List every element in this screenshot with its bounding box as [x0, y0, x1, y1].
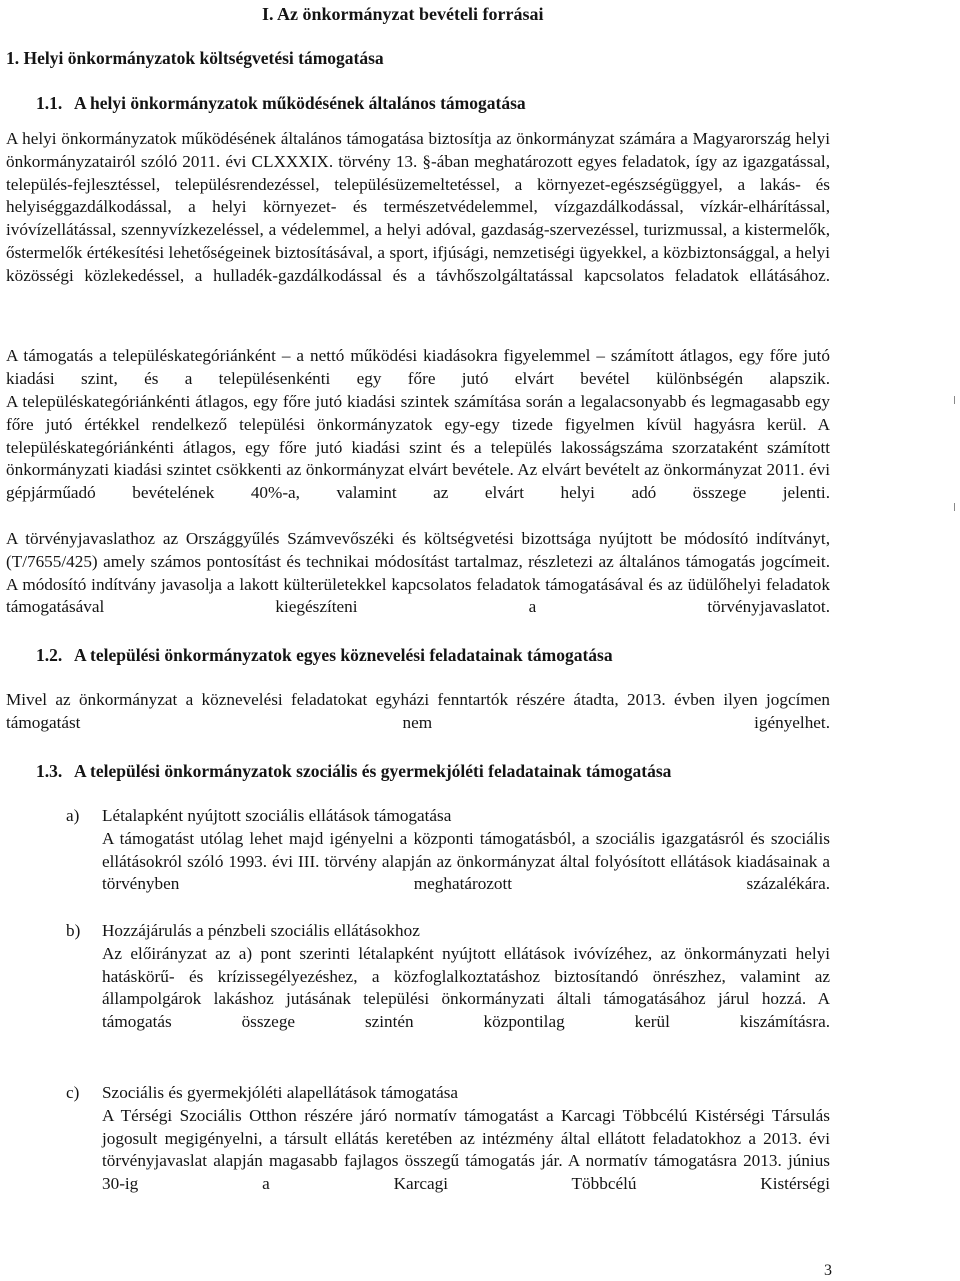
list-item-title: Létalapként nyújtott szociális ellátások támogatása	[102, 806, 452, 825]
scan-mark	[954, 503, 955, 511]
list-item-title: Szociális és gyermekjóléti alapellátások támogatása	[102, 1083, 459, 1102]
section-title: 1. Helyi önkormányzatok költségvetési támogatása	[6, 48, 384, 68]
page-number: 3	[824, 1262, 832, 1279]
list-item-text: A Térségi Szociális Otthon részére járó normatív támogatást a Karcagi Többcélú Kistérségi Társulás jogosult megigényelni, a társult ellátás keretében az intézmény által ellátott feladatokhoz a 2013. évi törvényjavaslat alapján magasabb fajlagos összegű támogatás jár. A normatív támogatásra 2013. június 30-ig a Karcagi Többcélú Kistérségi	[102, 1105, 830, 1194]
paragraph-amendment: A törvényjavaslathoz az Országgyűlés Számvevőszéki és költségvetési bizottsága nyújtott be módosító indítványt, (T/7655/425) amely számos pontosítást és technikai módosítást tartalmaz, részletezi az általános támogatás jogcímeit. A módosító indítvány javasolja a lakott külterületekkel kapcsolatos feladatok támogatásával és az üdülőhelyi feladatok támogatásával kiegészíteni a törvényjavaslatot.	[6, 529, 830, 617]
subsection-title: A települési önkormányzatok egyes köznevelési feladatainak támogatása	[74, 645, 613, 665]
chapter-title: I. Az önkormányzat bevételi forrásai	[262, 4, 544, 24]
list-item-title: Hozzájárulás a pénzbeli szociális ellátásokhoz	[102, 921, 420, 940]
paragraph-support-basis: A támogatás a településkategóriánként – a nettó működési kiadásokra figyelemmel – számított átlagos, egy főre jutó kiadási szint, és a településenkénti egy főre jutó elvárt bevétel különbségén alapszik.	[6, 346, 830, 388]
list-item	[66, 920, 830, 1034]
scan-mark	[954, 396, 955, 404]
list-item-marker: a)	[66, 806, 80, 825]
list-item-text: A támogatást utólag lehet majd igényelni a központi támogatásból, a szociális igazgatásról és szociális ellátásokról szóló 1993. évi III. törvény alapján az önkormányzat által folyósított ellátások kiadásainak a törvényben meghatározott százalékára.	[102, 828, 830, 894]
subsection-heading-1-1	[36, 92, 526, 115]
subsection-number: 1.1.	[36, 93, 63, 113]
subsection-title: A helyi önkormányzatok működésének általános támogatása	[74, 93, 526, 113]
subsection-title: A települési önkormányzatok szociális és gyermekjóléti feladatainak támogatása	[74, 761, 672, 781]
list-item	[66, 805, 830, 896]
list-item-text: Az előirányzat az a) pont szerinti létalapként nyújtott ellátások ivóvízéhez, az önkormányzati helyi hatáskörű- és krízissegélyezéshez, a közfoglalkoztatáshoz biztosítandó önrészhez, valamint az állampolgárok lakáshoz jutásának települési önkormányzati általi támogatásához járul hozzá. A támogatás összege szintén központilag kerül kiszámításra.	[102, 943, 830, 1032]
list-item-marker: b)	[66, 921, 81, 940]
list-item-marker: c)	[66, 1083, 80, 1102]
subsection-heading-1-2	[36, 644, 613, 667]
paragraph-education: Mivel az önkormányzat a köznevelési feladatokat egyházi fenntartók részére átadta, 2013. évben ilyen jogcímen támogatást nem igényelhet.	[6, 690, 830, 732]
subsection-number: 1.2.	[36, 645, 63, 665]
list-item	[66, 1082, 830, 1196]
paragraph-general-support: A helyi önkormányzatok működésének általános támogatása biztosítja az önkormányzat számára a Magyarország helyi önkormányzatairól szóló 2011. évi CLXXXIX. törvény 13. §-ában meghatározott egyes feladatok, így az igazgatással, település-fejlesztéssel, településrendezéssel, településüzemeltetéssel, a környezet-egészségüggyel, a lakás- és helyiséggazdálkodással, a helyi környezet- és természetvédelemmel, vízgazdálkodással, vízkár-elhárítással, ivóvízellátással, szennyvízkezeléssel, a védelemmel, a helyi adóval, gazdaság-szervezéssel, turizmussal, a kistermelők, őstermelők értékesítési lehetőségeinek biztosításával, a sport, ifjúsági, nemzetiségi ügyekkel, a közbiztonsággal, a helyi közösségi közlekedéssel, a hulladék-gazdálkodással és a távhőszolgáltatással kapcsolatos feladatok ellátásához.	[6, 129, 830, 285]
subsection-number: 1.3.	[36, 761, 63, 781]
subsection-heading-1-3	[36, 760, 671, 783]
paragraph-expenditure-level: A településkategóriánkénti átlagos, egy főre jutó kiadási szintek számítása során a legalacsonyabb és legmagasabb egy főre jutó értékkel rendelkező települési önkormányzatok egy-egy tizede figyelmen kívül hagyásra kerül. A településkategóriánkénti átlagos, egy főre jutó kiadási szint és a település lakosságszáma szorzataként számított önkormányzati kiadási szintet csökkenti az önkormányzat elvárt bevétele. Az elvárt bevételt az önkormányzat 2011. évi gépjárműadó bevételének 40%-a, valamint az elvárt helyi adó összege jelenti.	[6, 392, 830, 503]
